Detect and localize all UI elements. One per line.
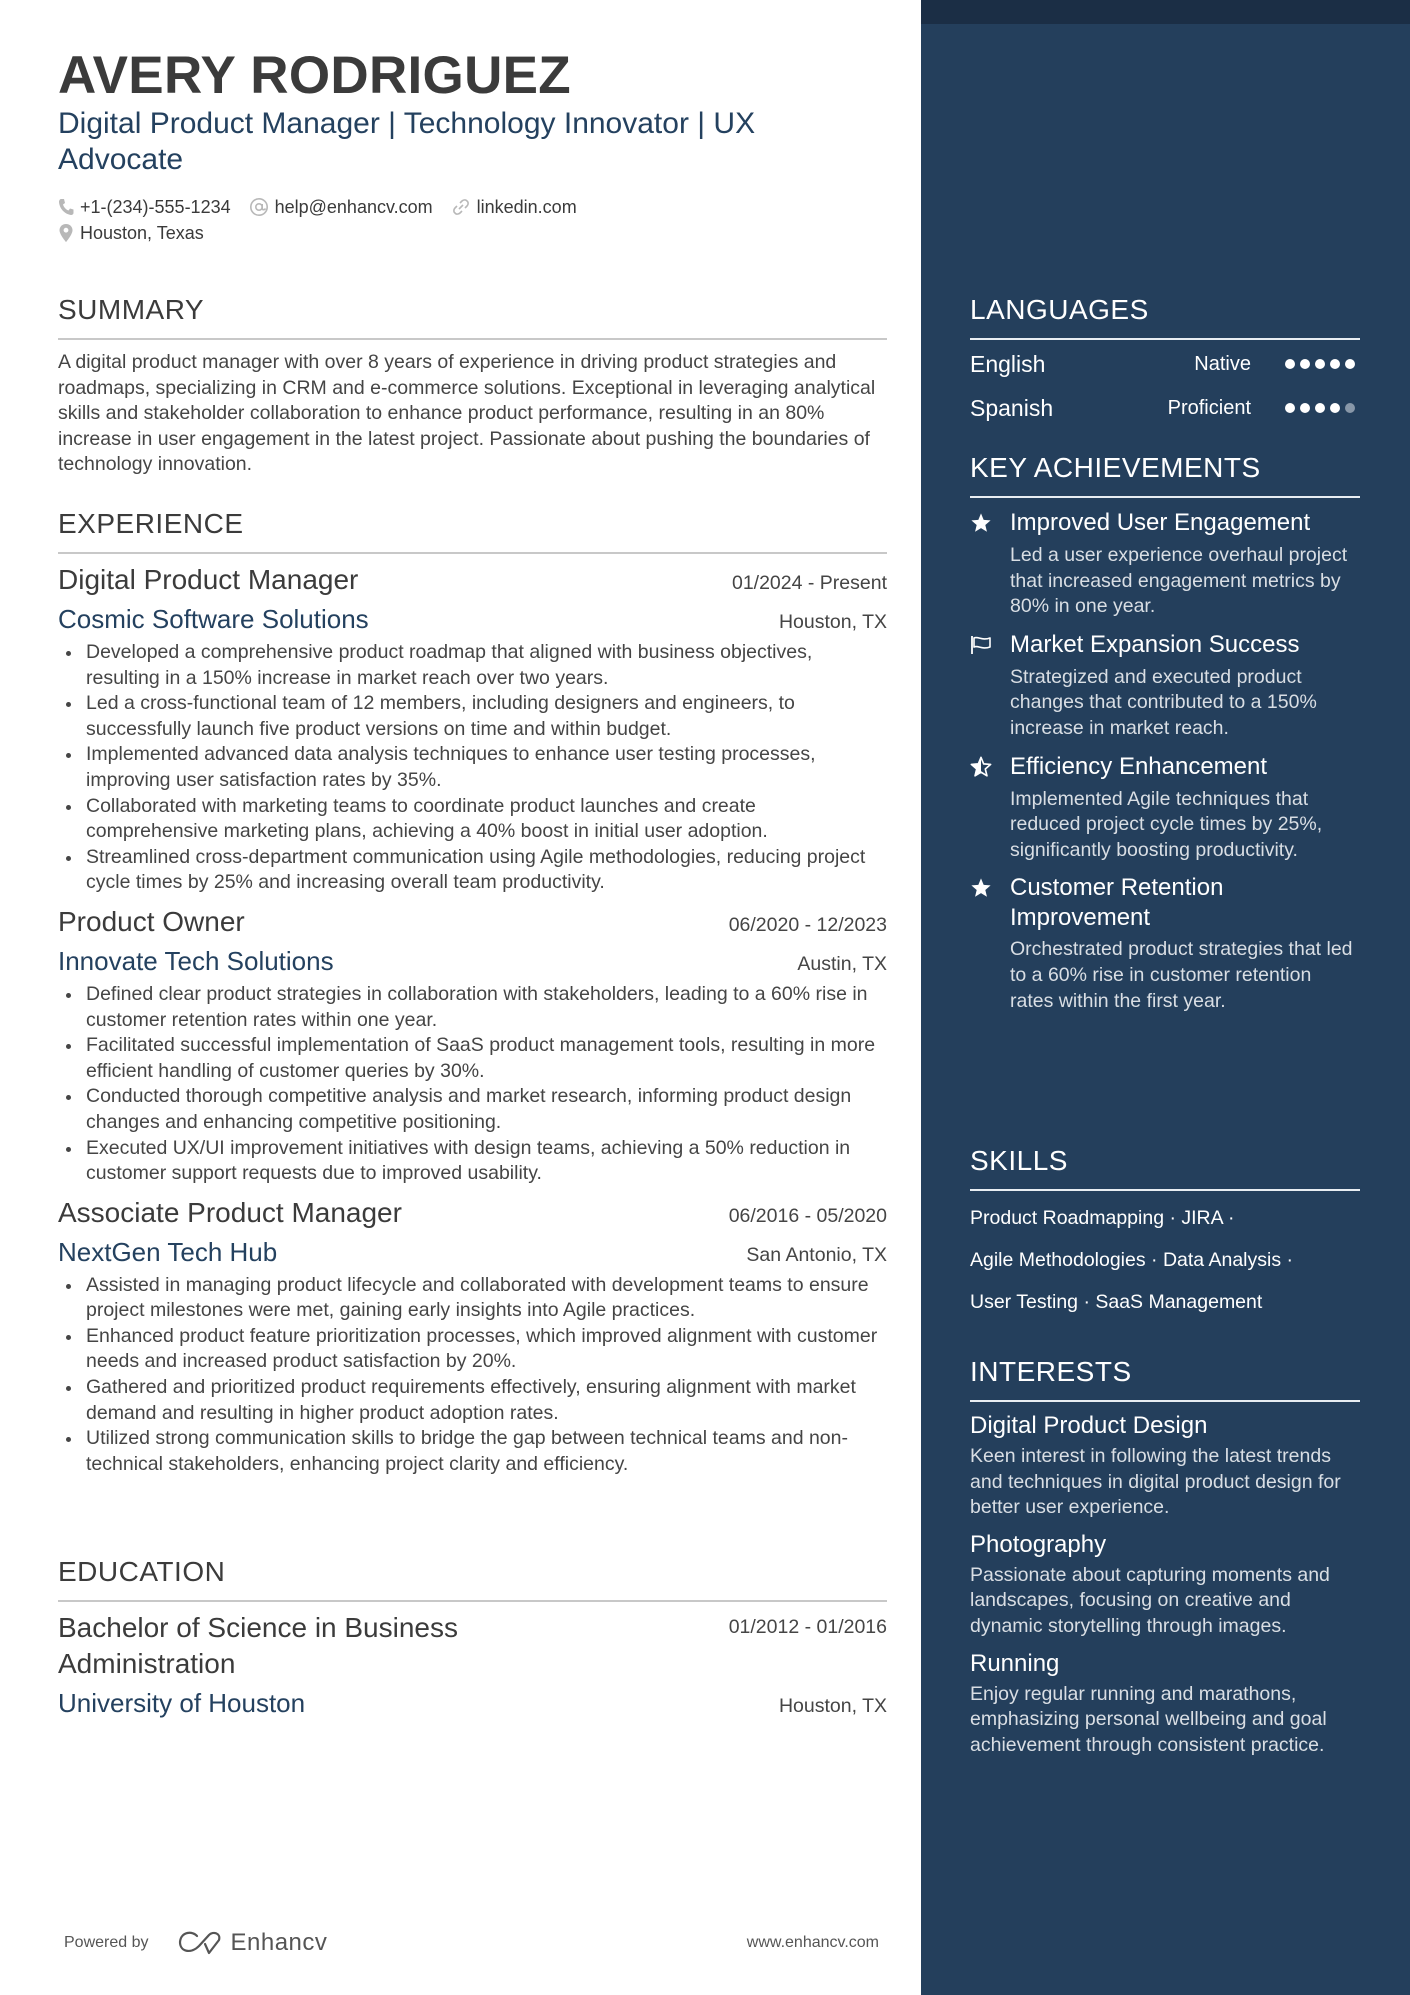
contact-email[interactable] <box>249 197 433 218</box>
dot-filled <box>1300 403 1310 413</box>
job-dates: 01/2024 - Present <box>731 572 887 594</box>
skill-line: Agile Methodologies · Data Analysis · <box>970 1249 1293 1271</box>
interest-item <box>970 1410 1360 1521</box>
powered-by-label: Powered by <box>64 1934 149 1951</box>
skills-section <box>970 1143 1360 1323</box>
proficiency-dots <box>1285 403 1360 413</box>
job-dates: 06/2016 - 05/2020 <box>728 1204 887 1227</box>
interest-item <box>970 1529 1360 1640</box>
company-name: Innovate Tech Solutions <box>58 945 334 976</box>
bullet-item: Developed a comprehensive product roadmap that aligned with business objectives, resulting in a 150% increase in market reach over two years. <box>58 640 887 691</box>
education-heading: EDUCATION <box>58 1556 226 1587</box>
skills-list <box>970 1197 1360 1323</box>
skills-heading: SKILLS <box>970 1145 1068 1176</box>
languages-section <box>970 292 1360 430</box>
bullet-item: Led a cross-functional team of 12 members, including designers and engineers, to successfully launch five product versions on time and within budget. <box>58 691 887 742</box>
dot-filled <box>1330 359 1340 369</box>
phone-icon <box>58 198 74 216</box>
job-location: San Antonio, TX <box>746 1243 887 1266</box>
job-bullets <box>58 982 887 1187</box>
languages-heading: LANGUAGES <box>970 294 1149 325</box>
section-divider <box>58 1600 887 1602</box>
location-text: Houston, Texas <box>80 222 204 243</box>
candidate-name: AVERY RODRIGUEZ <box>58 46 571 105</box>
achievement-title: Efficiency Enhancement <box>1010 752 1268 780</box>
achievement-desc: Strategized and executed product changes that contributed to a 150% increase in market reach. <box>1010 665 1317 739</box>
language-name: English <box>970 350 1046 377</box>
language-item <box>970 342 1360 386</box>
language-item <box>970 386 1360 430</box>
bullet-item: Facilitated successful implementation of SaaS product management tools, resulting in more efficient handling of customer queries by 30%. <box>58 1033 887 1084</box>
enhancv-logo[interactable] <box>177 1929 328 1957</box>
section-divider <box>58 552 887 554</box>
experience-heading: EXPERIENCE <box>58 508 244 539</box>
achievement-item <box>970 873 1360 1014</box>
job-title: Digital Product Manager <box>58 564 359 595</box>
dot-filled <box>1345 359 1355 369</box>
summary-section <box>58 292 887 478</box>
proficiency-dots <box>1285 359 1360 369</box>
contact-phone[interactable] <box>58 197 231 218</box>
section-divider <box>970 496 1360 498</box>
section-divider <box>970 338 1360 340</box>
candidate-title: Digital Product Manager | Technology Innovator | UX Advocate <box>58 107 756 176</box>
bullet-item: Enhanced product feature prioritization processes, which improved alignment with customer needs and increased product satisfaction by 20%. <box>58 1324 887 1375</box>
star-icon <box>970 508 1010 539</box>
language-name: Spanish <box>970 394 1054 421</box>
interests-heading: INTERESTS <box>970 1356 1132 1387</box>
job-location: Austin, TX <box>797 952 887 975</box>
education-location: Houston, TX <box>778 1695 887 1717</box>
contact-location <box>58 223 204 244</box>
school-name: University of Houston <box>58 1688 306 1718</box>
link-text: linkedin.com <box>476 196 577 217</box>
sidebar <box>921 0 1410 1995</box>
interest-item <box>970 1648 1360 1759</box>
experience-section <box>58 506 887 1477</box>
achievement-title: Improved User Engagement <box>1010 509 1311 536</box>
interest-title: Digital Product Design <box>970 1412 1208 1439</box>
interests-section <box>970 1354 1360 1758</box>
footer-url[interactable]: www.enhancv.com <box>746 1934 879 1951</box>
company-name: NextGen Tech Hub <box>58 1236 278 1267</box>
bullet-item: Utilized strong communication skills to bridge the gap between technical teams and non-technical stakeholders, enhancing project clarity and efficiency. <box>58 1426 887 1477</box>
achievement-item <box>970 630 1360 742</box>
half-star-icon <box>970 752 1010 783</box>
job-bullets <box>58 1273 887 1478</box>
dot-filled <box>1315 403 1325 413</box>
at-icon <box>249 197 269 217</box>
achievement-desc: Led a user experience overhaul project that increased engagement metrics by 80% in one year. <box>1010 544 1348 618</box>
location-pin-icon <box>58 223 74 243</box>
achievements-section <box>970 450 1360 1014</box>
job-entry <box>58 562 887 896</box>
phone-text: +1-(234)-555-1234 <box>80 196 231 217</box>
link-icon <box>451 197 471 217</box>
education-section <box>58 1554 887 1720</box>
achievement-desc: Orchestrated product strategies that led to a 60% rise in customer retention rates within the first year. <box>1010 938 1353 1012</box>
contact-link[interactable] <box>451 197 577 218</box>
education-dates: 01/2012 - 01/2016 <box>728 1616 887 1638</box>
language-level: Proficient <box>1167 396 1251 419</box>
section-divider <box>58 338 887 340</box>
footer <box>64 1926 879 1960</box>
achievement-title: Market Expansion Success <box>1010 630 1300 658</box>
dot-filled <box>1330 403 1340 413</box>
skill-line: Product Roadmapping · JIRA · <box>970 1207 1235 1229</box>
star-icon <box>970 873 1010 904</box>
bullet-item: Conducted thorough competitive analysis and market research, informing product design changes and enhancing competitive positioning. <box>58 1084 887 1135</box>
bullet-item: Streamlined cross-department communication using Agile methodologies, reducing project cycle times by 25% and increasing overall team productivity. <box>58 845 887 896</box>
dot-filled <box>1315 359 1325 369</box>
achievement-item <box>970 508 1360 620</box>
enhancv-logo-icon <box>177 1930 223 1956</box>
interest-desc: Passionate about capturing moments and landscapes, focusing on creative and dynamic storytelling through images. <box>970 1563 1330 1637</box>
bullet-item: Executed UX/UI improvement initiatives with design teams, achieving a 50% reduction in customer support requests due to improved usability. <box>58 1136 887 1187</box>
bullet-item: Collaborated with marketing teams to coordinate product launches and create comprehensive marketing plans, achieving a 40% boost in initial user adoption. <box>58 794 887 845</box>
summary-text: A digital product manager with over 8 years of experience in driving product strategies and roadmaps, specializing in CRM and e-commerce solutions. Exceptional in leveraging analytical skills and stakeholder collaboration to enhance product performance, resulting in an 80% increase in user engagement in the latest project. Passionate about pushing the boundaries of technology innovation. <box>58 351 876 476</box>
email-text: help@enhancv.com <box>274 196 433 217</box>
dot-filled <box>1300 359 1310 369</box>
job-entry <box>58 1195 887 1478</box>
job-dates: 06/2020 - 12/2023 <box>728 913 887 936</box>
sidebar-top-strip <box>921 0 1410 24</box>
interest-title: Running <box>970 1649 1060 1677</box>
flag-icon <box>970 630 1010 661</box>
contact-info <box>58 194 858 246</box>
bullet-item: Implemented advanced data analysis techniques to enhance user testing processes, improving user satisfaction rates by 35%. <box>58 742 887 793</box>
job-bullets <box>58 640 887 896</box>
interest-title: Photography <box>970 1530 1107 1558</box>
dot-filled <box>1285 403 1295 413</box>
section-divider <box>970 1400 1360 1402</box>
achievement-desc: Implemented Agile techniques that reduced project cycle times by 25%, significantly boosting productivity. <box>1010 787 1323 861</box>
degree-title: Bachelor of Science in Business Administration <box>58 1612 458 1679</box>
company-name: Cosmic Software Solutions <box>58 604 369 634</box>
bullet-item: Assisted in managing product lifecycle and collaborated with development teams to ensure project milestones were met, gaining early insights into Agile practices. <box>58 1273 887 1324</box>
brand-name: Enhancv <box>230 1929 328 1956</box>
achievements-heading: KEY ACHIEVEMENTS <box>970 452 1261 483</box>
job-entry <box>58 904 887 1187</box>
skill-line: User Testing · SaaS Management <box>970 1291 1263 1313</box>
job-title: Associate Product Manager <box>58 1196 402 1228</box>
dot-filled <box>1285 359 1295 369</box>
achievement-title: Customer Retention Improvement <box>1010 874 1224 932</box>
summary-heading: SUMMARY <box>58 294 205 325</box>
job-title: Product Owner <box>58 905 245 937</box>
job-location: Houston, TX <box>778 611 887 633</box>
interest-desc: Enjoy regular running and marathons, emphasizing personal wellbeing and goal achievement through consistent practice. <box>970 1682 1327 1756</box>
bullet-item: Defined clear product strategies in collaboration with stakeholders, leading to a 60% rise in customer retention rates within one year. <box>58 982 887 1033</box>
interest-desc: Keen interest in following the latest trends and techniques in digital product design for better user experience. <box>970 1445 1341 1519</box>
language-level: Native <box>1194 352 1251 375</box>
dot-empty <box>1345 403 1355 413</box>
section-divider <box>970 1189 1360 1191</box>
bullet-item: Gathered and prioritized product requirements effectively, ensuring alignment with market demand and resulting in higher product adoption rates. <box>58 1375 887 1426</box>
achievement-item <box>970 752 1360 864</box>
